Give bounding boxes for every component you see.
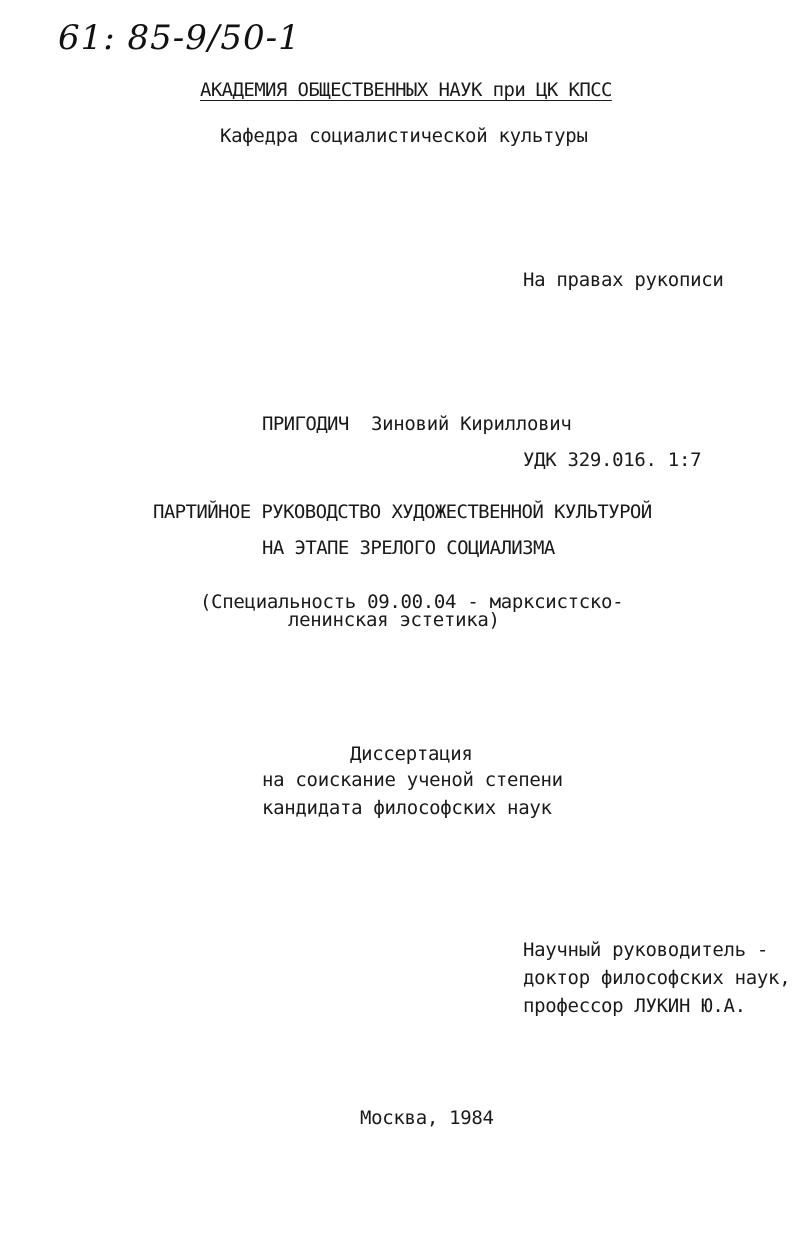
supervisor-line-1: Научный руководитель - — [523, 939, 769, 961]
title-line-1: ПАРТИЙНОЕ РУКОВОДСТВО ХУДОЖЕСТВЕННОЙ КУЛЬТУРОЙ — [153, 501, 652, 523]
specialty-line-2: ленинская эстетика) — [288, 609, 500, 631]
degree-line-2: на соискание ученой степени — [262, 769, 563, 791]
department-name: Кафедра социалистической культуры — [220, 125, 588, 147]
handwritten-catalog-code: 61: 85-9/50-1 — [58, 18, 301, 58]
author-given-names: Зиновий Кириллович — [371, 413, 572, 435]
academy-name: АКАДЕМИЯ ОБЩЕСТВЕННЫХ НАУК при ЦК КПСС — [200, 79, 612, 101]
author-surname: ПРИГОДИЧ — [262, 413, 349, 435]
supervisor-line-3: профессор ЛУКИН Ю.А. — [523, 995, 746, 1017]
udc-code: УДК 329.016. 1:7 — [523, 449, 702, 471]
title-line-2: НА ЭТАПЕ ЗРЕЛОГО СОЦИАЛИЗМА — [262, 537, 555, 559]
supervisor-line-2: доктор философских наук, — [523, 967, 791, 989]
place-year: Москва, 1984 — [360, 1107, 494, 1129]
degree-line-1: Диссертация — [350, 743, 473, 765]
degree-line-3: кандидата философских наук — [262, 797, 552, 819]
manuscript-note: На правах рукописи — [523, 269, 724, 291]
specialty-line-1: (Специальность 09.00.04 - марксистско- — [200, 591, 624, 613]
author-name — [262, 412, 572, 436]
